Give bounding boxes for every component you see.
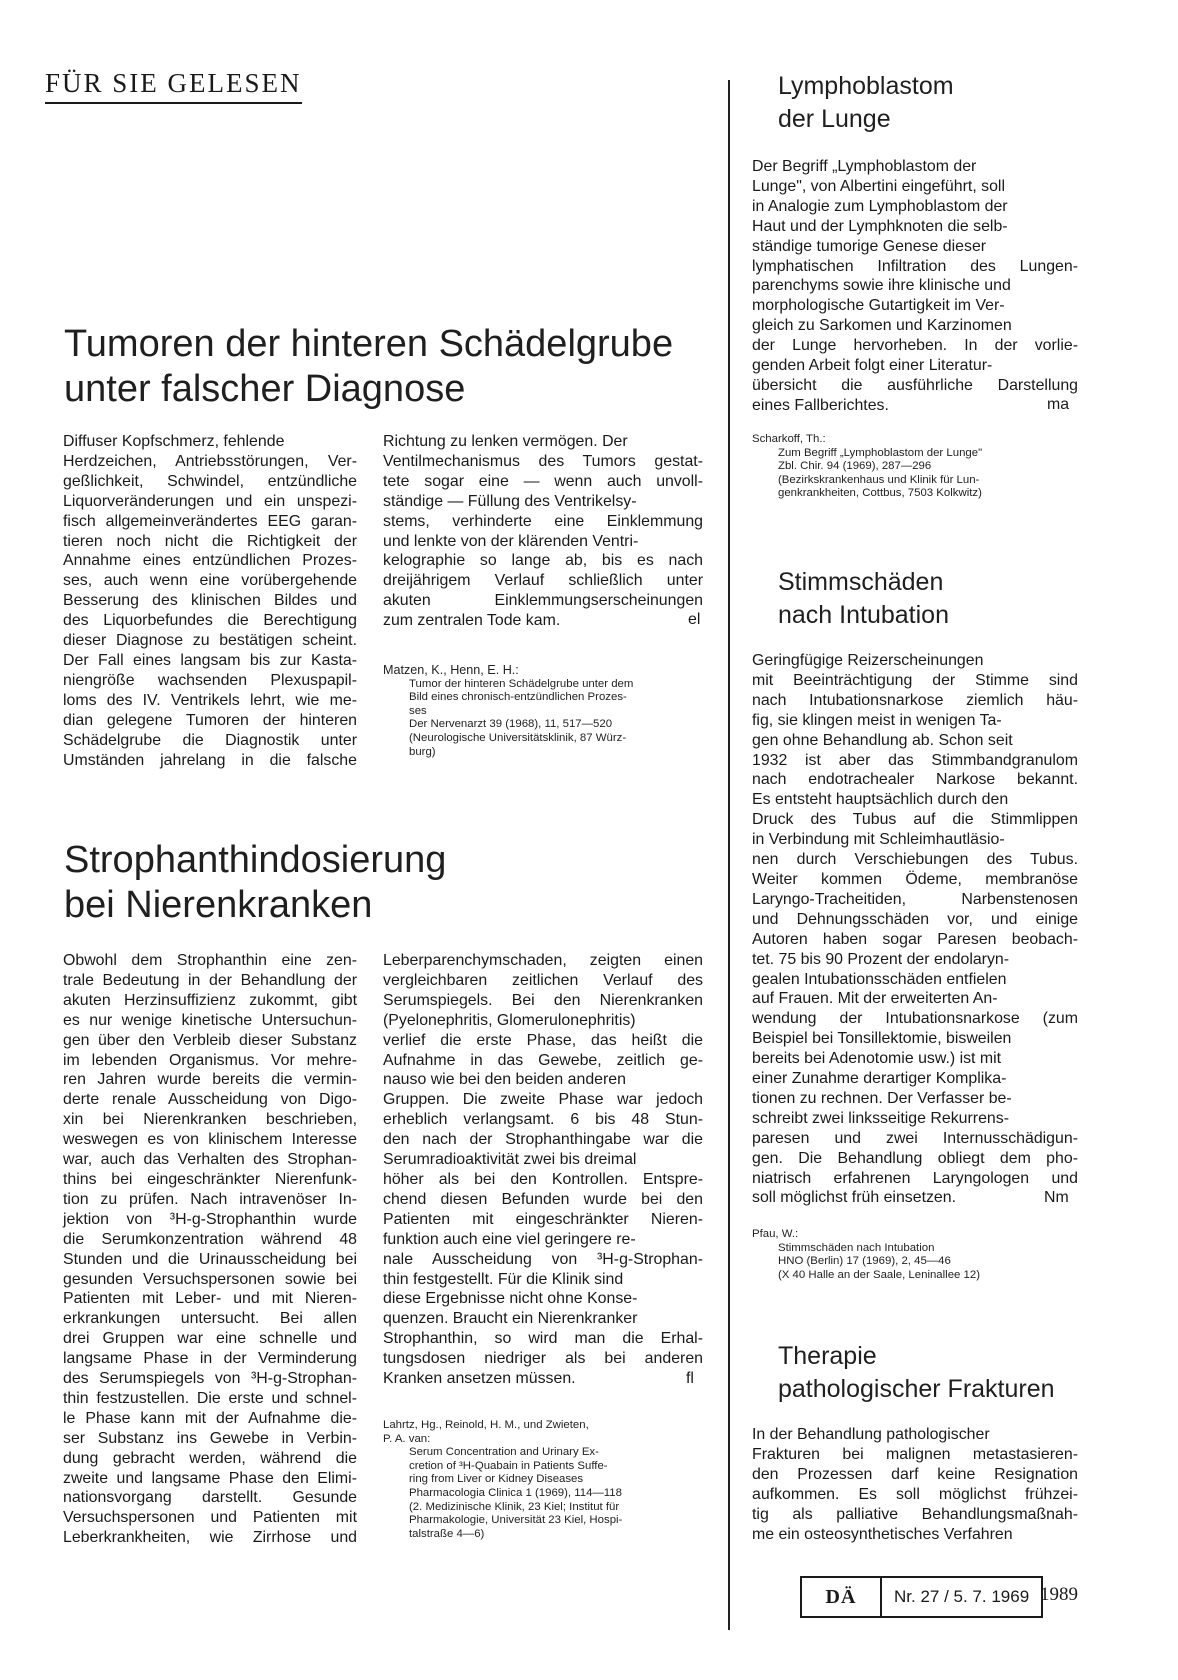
body-line: le Phase kann mit der Aufnahme die- xyxy=(63,1409,357,1427)
body-line: eines Fallberichtes. xyxy=(752,396,889,414)
article-body-col2 xyxy=(383,951,703,1389)
body-line: wendung der Intubationsnarkose (zum xyxy=(752,1010,1078,1028)
reference-line: (Bezirkskrankenhaus und Klinik für Lun- xyxy=(778,473,980,486)
body-line: quenzen. Braucht ein Nierenkranker xyxy=(383,1310,638,1328)
reference-line: ring from Liver or Kidney Diseases xyxy=(409,1473,584,1486)
reference-line: genkrankheiten, Cottbus, 7503 Kolkwitz) xyxy=(778,487,982,500)
title-line: der Lunge xyxy=(778,105,891,133)
body-line: lymphatischen Infiltration des Lungen- xyxy=(752,257,1078,275)
body-line: Kranken ansetzen müssen. xyxy=(383,1370,576,1388)
body-line: Es entsteht hauptsächlich durch den xyxy=(752,791,1009,809)
body-line: Geringfügige Reizerscheinungen xyxy=(752,652,984,669)
body-line: es nur wenige kinetische Untersuchun- xyxy=(63,1011,357,1029)
body-line: Besserung des klinischen Bildes und xyxy=(63,592,357,610)
body-line: Aufnahme in das Gewebe, zeitlich ge- xyxy=(383,1051,703,1069)
body-line: fig, sie klingen meist in wenigen Ta- xyxy=(752,711,1002,729)
article-title-lymphoblastom xyxy=(778,70,954,136)
body-line: stems, verhinderte eine Einklemmung xyxy=(383,512,703,530)
body-line: fisch allgemeinverändertes EEG garan- xyxy=(63,512,357,530)
body-line: zum zentralen Tode kam. xyxy=(383,612,561,630)
body-line: Stunden und die Urinausscheidung bei xyxy=(63,1250,357,1268)
reference-line: (X 40 Halle an der Saale, Leninallee 12) xyxy=(778,1268,981,1281)
body-line: akuten Einklemmungserscheinungen xyxy=(383,592,703,610)
body-line: gealen Intubationsschäden entfielen xyxy=(752,970,1007,988)
body-line: Patienten mit Leber- und mit Nieren- xyxy=(63,1290,357,1308)
reference-block xyxy=(383,664,703,759)
body-line: geßlichkeit, Schwindel, entzündliche xyxy=(63,472,357,490)
body-line: niengröße wachsenden Plexuspapil- xyxy=(63,671,357,689)
body-line: (Pyelonephritis, Glomerulonephritis) xyxy=(383,1011,636,1029)
reference-block xyxy=(752,1228,1078,1282)
reference-line: talstraße 4—6) xyxy=(409,1527,485,1540)
title-line: Stimmschäden xyxy=(778,568,944,596)
reference-line: Der Nervenarzt 39 (1968), 11, 517—520 xyxy=(409,718,613,731)
body-line: nen durch Verschiebungen des Tubus. xyxy=(752,851,1078,869)
body-line: Strophanthin, so wird man die Erhal- xyxy=(383,1330,703,1348)
reference-line: Bild eines chronisch-entzündlichen Prozes- xyxy=(409,691,627,704)
title-line: Strophanthindosierung xyxy=(64,839,447,881)
body-line: Gruppen. Die zweite Phase war jedoch xyxy=(383,1091,703,1109)
reference-line: Tumor der hinteren Schädelgrube unter dem xyxy=(409,677,634,690)
body-line: Lunge", von Albertini eingeführt, soll xyxy=(752,177,1005,195)
body-line: chend diesen Befunden wurde bei den xyxy=(383,1190,703,1208)
body-line: tungsdosen niedriger als bei anderen xyxy=(383,1350,703,1368)
title-line: unter falscher Diagnose xyxy=(64,368,466,410)
body-line: Leberparenchymschaden, zeigten einen xyxy=(383,952,703,969)
body-line: ses, auch wenn eine vorübergehende xyxy=(63,572,357,590)
author-signature: Nm xyxy=(1044,1189,1069,1206)
article-title-therapie xyxy=(778,1340,1055,1406)
body-line: derte renale Ausscheidung von Digo- xyxy=(63,1091,357,1109)
article-body-col1 xyxy=(63,432,357,770)
body-line: tionen zu rechnen. Der Verfasser be- xyxy=(752,1089,1012,1107)
body-line: drei Gruppen war eine schnelle und xyxy=(63,1330,357,1348)
reference-line: ses xyxy=(409,704,427,717)
title-line: pathologischer Frakturen xyxy=(778,1375,1055,1403)
body-line: den nach der Strophanthingabe war die xyxy=(383,1131,703,1149)
body-line: ständige tumorige Genese dieser xyxy=(752,237,987,255)
body-line: Der Fall eines langsam bis zur Kasta- xyxy=(63,651,357,669)
reference-line: burg) xyxy=(409,745,436,758)
body-line: soll möglichst früh einsetzen. xyxy=(752,1189,957,1207)
body-line: dieser Diagnose zu bestätigen scheint. xyxy=(63,632,357,650)
body-line: einer Zunahme derartiger Komplika- xyxy=(752,1070,1007,1088)
body-line: und Dehnungsschäden vor, und einige xyxy=(752,910,1078,928)
author-signature: fl xyxy=(686,1370,694,1387)
body-line: Umständen jahrelang in die falsche xyxy=(63,751,357,769)
body-line: Herdzeichen, Antriebsstörungen, Ver- xyxy=(63,452,357,470)
body-line: tete sogar eine — wenn auch unvoll- xyxy=(383,472,703,490)
title-line: bei Nierenkranken xyxy=(64,884,373,926)
body-line: des Serumspiegels von ³H-g-Strophan- xyxy=(63,1370,357,1388)
body-line: niatrisch erfahrenen Laryngologen und xyxy=(752,1169,1078,1187)
body-line: funktion auch eine viel geringere re- xyxy=(383,1230,636,1248)
body-line: weswegen es von klinischem Interesse xyxy=(63,1131,357,1149)
body-line: mit Beeinträchtigung der Stimme sind xyxy=(752,671,1078,689)
body-line: tet. 75 bis 90 Prozent der endolaryn- xyxy=(752,950,1010,968)
body-line: langsame Phase in der Verminderung xyxy=(63,1350,357,1368)
body-line: nationsvorgang darstellt. Gesunde xyxy=(63,1489,357,1507)
title-line: Therapie xyxy=(778,1342,877,1370)
body-line: dung gebracht werden, während die xyxy=(63,1449,357,1467)
body-line: gen. Die Behandlung obliegt dem pho- xyxy=(752,1149,1078,1167)
body-line: auf Frauen. Mit der erweiterten An- xyxy=(752,990,998,1008)
body-line: Serumspiegels. Bei den Nierenkranken xyxy=(383,991,703,1009)
body-line: genden Arbeit folgt einer Literatur- xyxy=(752,357,993,375)
body-line: war, auch das Verhalten des Strophan- xyxy=(63,1151,357,1169)
reference-authors: Lahrtz, Hg., Reinold, H. M., und Zwieten, xyxy=(383,1419,589,1431)
body-line: der Lunge hervorheben. In der vorlie- xyxy=(752,337,1078,355)
body-line: gleich zu Sarkomen und Karzinomen xyxy=(752,317,1012,335)
body-line: thin festzustellen. Die erste und schnel- xyxy=(63,1389,357,1407)
body-line: in Analogie zum Lymphoblastom der xyxy=(752,197,1008,215)
reference-line: cretion of ³H-Quabain in Patients Suffe- xyxy=(409,1459,608,1472)
article-body-col1 xyxy=(63,951,357,1548)
body-line: nach endotrachealer Narkose bekannt. xyxy=(752,771,1078,789)
body-line: akuten Herzinsuffizienz zukommt, gibt xyxy=(63,991,357,1009)
reference-authors: Pfau, W.: xyxy=(752,1228,799,1240)
title-line: Tumoren der hinteren Schädelgrube xyxy=(64,323,674,365)
reference-line: Serum Concentration and Urinary Ex- xyxy=(409,1446,599,1459)
body-line: vergleichbaren zeitlichen Verlauf des xyxy=(383,971,703,989)
issue-info: Nr. 27 / 5. 7. 1969 xyxy=(894,1587,1030,1606)
body-line: loms des IV. Ventrikels lehrt, wie me- xyxy=(63,691,357,709)
reference-authors: P. A. van: xyxy=(383,1432,431,1445)
body-line: dian gelegene Tumoren der hinteren xyxy=(63,711,357,729)
body-line: dreijährigem Verlauf schließlich unter xyxy=(383,572,703,590)
body-line: nach Intubationsnarkose ziemlich häu- xyxy=(752,691,1078,709)
reference-line: (Neurologische Universitätsklinik, 87 Würz- xyxy=(409,731,627,744)
body-line: Serumradioaktivität zwei bis dreimal xyxy=(383,1151,637,1169)
body-line: Beispiel bei Tonsillektomie, bisweilen xyxy=(752,1030,1012,1048)
body-line: Liquorveränderungen und ein unspezi- xyxy=(63,492,357,510)
body-line: Autoren haben sogar Paresen beobach- xyxy=(752,930,1078,948)
body-line: schreibt zwei linksseitige Rekurrens- xyxy=(752,1109,1009,1127)
body-line: tion zu prüfen. Nach intravenöser In- xyxy=(63,1190,357,1208)
body-line: Weiter kommen Ödeme, membranöse xyxy=(752,870,1078,888)
body-line: Patienten mit eingeschränkter Nieren- xyxy=(383,1210,703,1228)
body-line: gesunden Versuchspersonen sowie bei xyxy=(63,1270,357,1288)
article-body xyxy=(752,1425,1078,1544)
body-line: tig als palliative Behandlungsmaßnah- xyxy=(752,1505,1078,1523)
body-line: Obwohl dem Strophanthin eine zen- xyxy=(63,952,357,969)
body-line: me ein osteosynthetisches Verfahren xyxy=(752,1525,1013,1543)
body-line: erkrankungen untersucht. Bei allen xyxy=(63,1310,357,1328)
body-line: ren Jahren wurde bereits die vermin- xyxy=(63,1071,357,1089)
reference-block xyxy=(752,433,1078,501)
body-line: Frakturen bei malignen metastasieren- xyxy=(752,1445,1078,1463)
author-signature: ma xyxy=(1047,396,1070,413)
body-line: erheblich verlangsamt. 6 bis 48 Stun- xyxy=(383,1111,703,1129)
reference-line: (2. Medizinische Klinik, 23 Kiel; Institut für xyxy=(409,1500,620,1513)
article-title-strophanthin xyxy=(64,838,446,928)
body-line: In der Behandlung pathologischer xyxy=(752,1426,990,1443)
body-line: verlief die erste Phase, das heißt die xyxy=(383,1031,703,1049)
body-line: den Prozessen darf keine Resignation xyxy=(752,1465,1078,1483)
body-line: diese Ergebnisse nicht ohne Konse- xyxy=(383,1290,638,1308)
body-line: gen ohne Behandlung ab. Schon seit xyxy=(752,731,1013,749)
reference-line: Zum Begriff „Lymphoblastom der Lunge" xyxy=(778,446,983,459)
body-line: des Liquorbefundes die Berechtigung xyxy=(63,612,357,630)
body-line: die Serumkonzentration während 48 xyxy=(63,1230,357,1248)
column-divider xyxy=(728,80,730,1630)
section-label: FÜR SIE GELESEN xyxy=(45,66,302,104)
body-line: thins bei eingeschränkter Nierenfunk- xyxy=(63,1170,357,1188)
body-line: und lenkte von der klärenden Ventri- xyxy=(383,532,639,550)
page-number: 1989 xyxy=(1040,1584,1078,1605)
author-signature: el xyxy=(688,611,701,628)
body-line: Der Begriff „Lymphoblastom der xyxy=(752,158,977,175)
body-line: ständige — Füllung des Ventrikelsy- xyxy=(383,492,637,510)
reference-authors: Matzen, K., Henn, E. H.: xyxy=(383,663,519,677)
body-line: Ventilmechanismus des Tumors gestat- xyxy=(383,452,703,470)
body-line: bereits bei Adenotomie usw.) ist mit xyxy=(752,1050,1002,1068)
body-line: Versuchspersonen und Patienten mit xyxy=(63,1509,357,1527)
body-line: parenchyms sowie ihre klinische und xyxy=(752,277,1011,295)
body-line: Annahme eines entzündlichen Prozes- xyxy=(63,552,357,570)
body-line: ser Substanz ins Gewebe in Verbin- xyxy=(63,1429,357,1447)
body-line: nale Ausscheidung von ³H-g-Strophan- xyxy=(383,1250,703,1268)
body-line: paresen und zwei Internusschädigun- xyxy=(752,1129,1078,1147)
body-line: Druck des Tubus auf die Stimmlippen xyxy=(752,811,1078,829)
body-line: Laryngo-Tracheitiden, Narbenstenosen xyxy=(752,890,1078,908)
body-line: zweite und langsame Phase den Elimi- xyxy=(63,1469,357,1487)
body-line: 1932 ist aber das Stimmbandgranulom xyxy=(752,751,1078,769)
article-title-tumoren xyxy=(64,322,673,412)
body-line: höher als bei den Kontrollen. Entspre- xyxy=(383,1170,703,1188)
reference-line: Zbl. Chir. 94 (1969), 287—296 xyxy=(778,460,932,473)
body-line: Diffuser Kopfschmerz, fehlende xyxy=(63,433,285,450)
reference-line: Stimmschäden nach Intubation xyxy=(778,1241,935,1254)
body-line: Haut und der Lymphknoten die selb- xyxy=(752,217,1008,235)
article-body-col2 xyxy=(383,432,703,631)
reference-authors: Scharkoff, Th.: xyxy=(752,433,826,445)
body-line: im lebenden Organismus. Vor mehre- xyxy=(63,1051,357,1069)
body-line: xin bei Nierenkranken beschrieben, xyxy=(63,1111,357,1129)
body-line: in Verbindung mit Schleimhautläsio- xyxy=(752,831,1005,849)
reference-line: Pharmacologia Clinica 1 (1969), 114—118 xyxy=(409,1486,622,1499)
body-line: thin festgestellt. Für die Klinik sind xyxy=(383,1270,624,1288)
body-line: tieren noch nicht die Richtigkeit der xyxy=(63,532,357,550)
article-body xyxy=(752,157,1078,416)
body-line: trale Bedeutung in der Behandlung der xyxy=(63,971,357,989)
body-line: gen über den Verbleib dieser Substanz xyxy=(63,1031,357,1049)
title-line: nach Intubation xyxy=(778,601,949,629)
journal-footer xyxy=(800,1576,1043,1618)
body-line: nauso wie bei den beiden anderen xyxy=(383,1071,626,1089)
reference-line: Pharmakologie, Universität 23 Kiel, Hospi- xyxy=(409,1514,623,1527)
body-line: aufkommen. Es soll möglichst frühzei- xyxy=(752,1485,1078,1503)
body-line: Leberkrankheiten, wie Zirrhose und xyxy=(63,1529,357,1547)
journal-logo: DÄ xyxy=(802,1578,882,1616)
article-title-stimmschaeden xyxy=(778,566,949,632)
body-line: Richtung zu lenken vermögen. Der xyxy=(383,433,628,450)
body-line: jektion von ³H-g-Strophanthin wurde xyxy=(63,1210,357,1228)
reference-block xyxy=(383,1419,708,1541)
body-line: morphologische Gutartigkeit im Ver- xyxy=(752,297,1005,315)
article-body xyxy=(752,651,1078,1208)
body-line: übersicht die ausführliche Darstellung xyxy=(752,376,1078,394)
title-line: Lymphoblastom xyxy=(778,72,954,100)
reference-line: HNO (Berlin) 17 (1969), 2, 45—46 xyxy=(778,1255,951,1268)
body-line: Schädelgrube die Diagnostik unter xyxy=(63,731,357,749)
body-line: kelographie so lange ab, bis es nach xyxy=(383,552,703,570)
